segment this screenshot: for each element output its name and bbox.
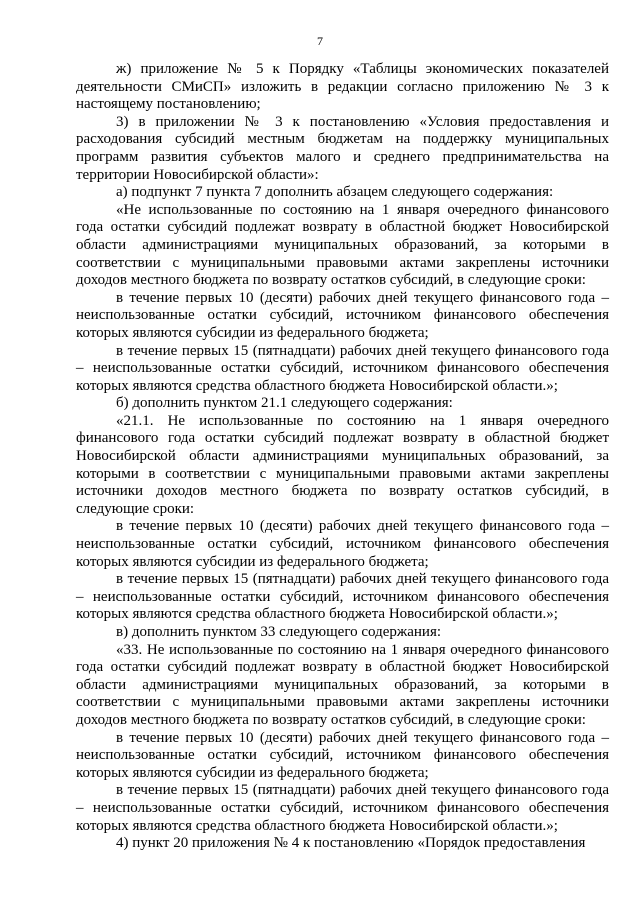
- paragraph-subitem-v: в) дополнить пунктом 33 следующего содержания:: [116, 624, 442, 640]
- page-number: 7: [317, 34, 323, 48]
- paragraph-subitem-a: а) подпункт 7 пункта 7 дополнить абзацем следующего содержания:: [116, 184, 554, 201]
- paragraph-item-3-appendix-3: 3) в приложении № 3 к постановлению «Условия предоставления и расходования субсидий местным бюджетам на поддержку муниципальных программ развития субъектов малого и среднего предпринимательства на территории Новосибирской области»:: [76, 113, 609, 183]
- paragraph-term-15-days-2: в течение первых 15 (пятнадцати) рабочих дней текущего финансового года – неиспользованные остатки субсидий, источником финансового обеспечения которых являются средства областного бюджета Новосибирской области.»;: [76, 571, 609, 623]
- paragraph-term-15-days-1: в течение первых 15 (пятнадцати) рабочих дней текущего финансового года – неиспользованные остатки субсидий, источником финансового обеспечения которых являются средства областного бюджета Новосибирской области.»;: [76, 342, 609, 394]
- paragraph-item-4: 4) пункт 20 приложения № 4 к постановлению «Порядок предоставления: [116, 835, 586, 852]
- document-body: [76, 61, 609, 853]
- paragraph-item-zh-appendix-5: ж) приложение № 5 к Порядку «Таблицы экономических показателей деятельности СМиСП» изложить в редакции согласно приложению № 3 к настоящему постановлению;: [76, 61, 609, 113]
- paragraph-term-10-days-3: в течение первых 10 (десяти) рабочих дней текущего финансового года – неиспользованные остатки субсидий, источником финансового обеспечения которых являются субсидии из федерального бюджета;: [76, 729, 609, 781]
- paragraph-term-15-days-3: в течение первых 15 (пятнадцати) рабочих дней текущего финансового года – неиспользованные остатки субсидий, источником финансового обеспечения которых являются средства областного бюджета Новосибирской области.»;: [76, 782, 609, 834]
- paragraph-quote-33: «33. Не использованные по состоянию на 1 января очередного финансового года остатки субсидий подлежат возврату в областной бюджет Новосибирской области администрациями муниципальных образований, за которыми в соответствии с муниципальными правовыми актами закреплены источники доходов местного бюджета по возврату остатков субсидий, в следующие сроки:: [76, 641, 609, 728]
- paragraph-term-10-days-1: в течение первых 10 (десяти) рабочих дней текущего финансового года – неиспользованные остатки субсидий, источником финансового обеспечения которых являются субсидии из федерального бюджета;: [76, 289, 609, 341]
- paragraph-quote-7: «Не использованные по состоянию на 1 января очередного финансового года остатки субсидий подлежат возврату в областной бюджет Новосибирской области администрациями муниципальных образований, за которыми в соответствии с муниципальными правовыми актами закреплены источники доходов местного бюджета по возврату остатков субсидий, в следующие сроки:: [76, 201, 609, 289]
- paragraph-subitem-b: б) дополнить пунктом 21.1 следующего содержания:: [116, 395, 453, 412]
- paragraph-quote-21-1: «21.1. Не использованные по состоянию на 1 января очередного финансового года остатки субсидий подлежат возврату в областной бюджет Новосибирской области администрациями муниципальных образований, за которыми в соответствии с муниципальными правовыми актами закреплены источники доходов местного бюджета по возврату остатков субсидий, в следующие сроки:: [76, 412, 609, 517]
- paragraph-term-10-days-2: в течение первых 10 (десяти) рабочих дней текущего финансового года – неиспользованные остатки субсидий, источником финансового обеспечения которых являются субсидии из федерального бюджета;: [76, 518, 609, 570]
